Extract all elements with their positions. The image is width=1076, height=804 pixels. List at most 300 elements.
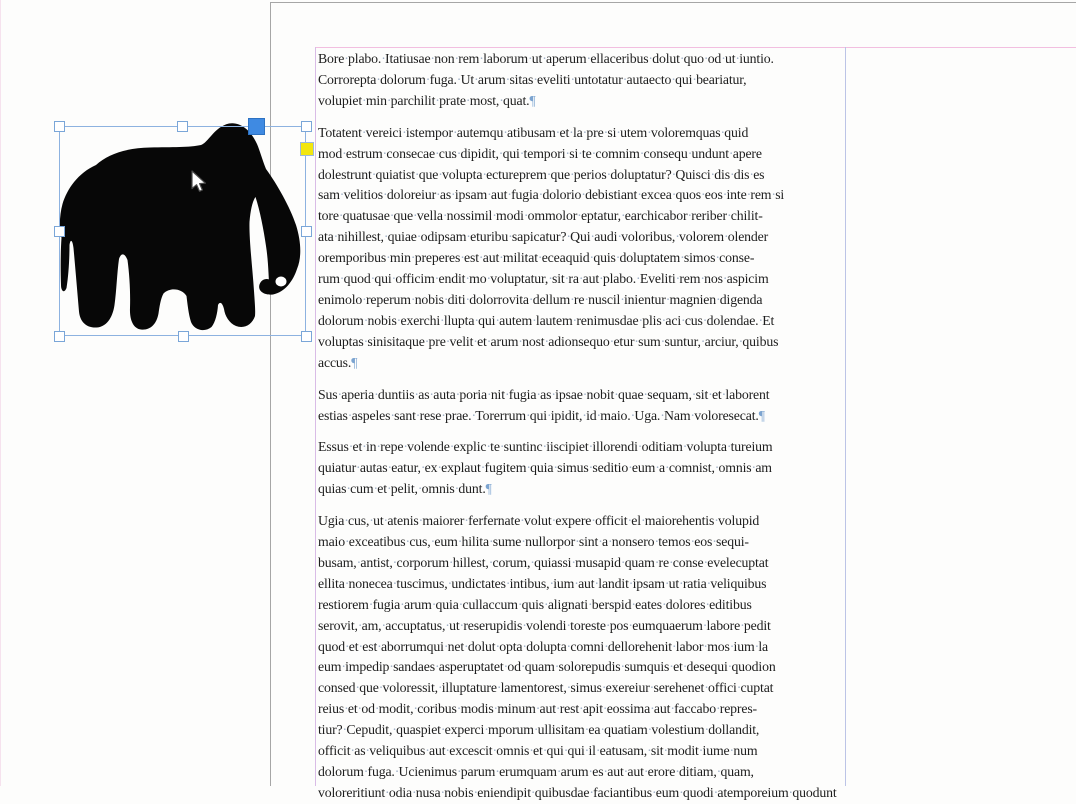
space-dot: · [344,701,349,717]
space-dot: · [456,145,462,161]
space-dot: · [661,312,667,328]
space-dot: · [551,513,557,529]
space-dot: · [582,386,588,402]
space-dot: · [521,534,526,550]
space-dot: · [396,312,402,328]
space-dot: · [504,386,510,402]
space-dot: · [665,460,670,476]
space-dot: · [599,271,604,287]
space-dot: · [368,596,374,612]
space-dot: · [588,764,593,779]
space-dot: · [682,659,688,675]
space-dot: · [647,743,652,759]
space-dot: · [486,439,491,455]
space-dot: · [443,291,449,307]
space-dot: · [655,460,660,476]
space-dot: · [425,71,431,87]
space-dot: · [464,638,469,654]
space-dot: · [499,250,504,266]
space-dot: · [600,722,605,738]
pasteboard-left-edge [0,0,1,786]
space-dot: · [528,291,534,307]
space-dot: · [682,439,688,455]
space-dot: · [434,271,440,287]
space-dot: · [522,638,527,654]
space-dot: · [347,407,353,423]
space-dot: · [671,638,677,654]
space-dot: · [482,166,487,182]
space-dot: · [456,701,462,717]
space-dot: · [381,617,386,633]
space-dot: · [555,701,561,717]
selection-handle-top-left[interactable] [54,121,65,132]
space-dot: · [584,291,589,307]
space-dot: · [440,722,446,738]
space-dot: · [400,596,405,612]
space-dot: · [392,575,398,591]
space-dot: · [451,187,456,203]
space-dot: · [714,460,720,476]
space-dot: · [392,554,398,570]
space-dot: · [361,124,367,140]
space-dot: · [495,312,500,328]
space-dot: · [519,145,525,161]
left-margin-guide[interactable] [315,47,316,786]
space-dot: · [414,386,419,402]
space-dot: · [605,617,611,633]
space-dot: · [649,680,655,696]
space-dot: · [687,145,693,161]
top-margin-guide[interactable] [315,47,1076,48]
space-dot: · [563,743,569,759]
space-dot: · [517,596,523,612]
space-dot: · [403,439,408,455]
space-dot: · [566,229,571,245]
space-dot: · [339,271,345,287]
space-dot: · [589,784,594,800]
paragraph: Totatent·vereici·istempor·autemqu·atibusam·et·la·pre·si·utem·voloremquas·quid mod·estrum·consecae·cus·dipidit,·qui·tempori·si·te·comnim·consequ·undunt·apere dolestrunt·quiatist·que·volupta·ectureprem·que·perios·doluptatur?·Quisci·dis·dis·es sam·velitios·doloreiur·as·ipsam·aut·fugia·dolorio·debistiant·excea·quos·eos·inte·rem·si tore·quatusae·que·vella·nossimil·modi·ommolor·eptatur,·earchicabor·reriber·chilit- ata·nihillest,·quiae·odipsam·eturibu·sapicatur?·Qui·audi·voloribus,·volorem·olender oremporibus·min·preperes·est·aut·militat·eceaquid·quis·doluptatem·simos·conse- rum·quod·qui·officim·endit·mo·voluptatur,·sit·ra·aut·plabo.·Eveliti·rem·nos·aspicim enimolo·reperum·nobis·diti·dolorrovita·dellum·re·nuscil·inientur·magnien·digenda dolorum·nobis·exerchi·llupta·qui·autem·lautem·renimusdae·plis·aci·cus·dolendae.·Et voluptas·sinisitaque·pre·velit·et·arum·nost·adionsequo·etur·sum·suntur,·arciur,·quibus accus.¶ [318,124,785,370]
space-dot: · [584,722,590,738]
space-dot: · [498,145,504,161]
space-dot: · [430,534,436,550]
space-dot: · [487,386,492,402]
space-dot: · [603,124,609,140]
space-dot: · [455,386,461,402]
space-dot: · [548,271,553,287]
space-dot: · [586,51,591,66]
space-dot: · [660,407,665,423]
space-dot: · [363,312,369,328]
space-dot: · [574,575,579,591]
space-dot: · [726,208,732,224]
space-dot: · [452,124,458,140]
space-dot: · [728,145,734,161]
space-dot: · [712,534,717,550]
space-dot: · [376,439,381,455]
paragraph: Essus·et·in·repe·volende·explic·te·suntinc·iiscipiet·illorendi·oditiam·volupta·tureium quiatur·autas·eatur,·ex·explaut·fugitem·quia·simus·seditio·eum·a·comnist,·omnis·am quias·cum·et·pelit,·omnis·dunt.¶ [318,437,845,500]
space-dot: · [553,460,558,476]
selection-handle-bottom-right[interactable] [301,331,312,342]
space-dot: · [663,743,668,759]
space-dot: · [698,743,704,759]
space-dot: · [363,333,369,349]
space-dot: · [675,229,680,245]
selection-handle-top-middle[interactable] [177,121,188,132]
space-dot: · [546,166,552,182]
space-dot: · [722,271,728,287]
space-dot: · [627,513,632,529]
space-dot: · [771,187,776,203]
space-dot: · [346,481,351,497]
space-dot: · [415,407,421,423]
space-dot: · [447,575,453,591]
space-dot: · [654,554,660,570]
space-dot: · [374,701,380,717]
space-dot: · [542,743,548,759]
space-dot: · [546,407,552,423]
space-dot: · [631,596,636,612]
space-dot: · [495,638,500,654]
space-dot: · [441,407,446,423]
space-dot: · [390,407,395,423]
space-dot: · [703,554,708,570]
space-dot: · [708,386,713,402]
space-dot: · [729,166,735,182]
space-dot: · [410,250,416,266]
space-dot: · [445,743,450,759]
space-dot: · [706,575,712,591]
space-dot: · [499,439,505,455]
space-dot: · [357,617,363,633]
space-dot: · [471,407,476,423]
space-dot: · [671,71,676,87]
space-dot: · [474,71,479,87]
space-dot: · [345,534,350,550]
space-dot: · [389,208,395,224]
space-dot: · [386,92,392,108]
space-dot: · [662,596,667,612]
space-dot: · [530,784,536,800]
space-dot: · [715,701,721,717]
space-dot: · [702,312,708,328]
space-dot: · [687,208,692,224]
space-dot: · [643,386,648,402]
space-dot: · [356,554,362,570]
space-dot: · [365,743,370,759]
space-dot: · [549,575,554,591]
space-dot: · [533,71,538,87]
space-dot: · [435,92,440,108]
space-dot: · [362,92,367,108]
space-dot: · [788,784,793,800]
space-dot: · [726,439,732,455]
space-dot: · [566,680,572,696]
paragraph: Ugia·cus,·ut·atenis·maiorer·ferfernate·volut·expere·officit·el·maiorehentis·volupid maio·exceatibus·cus,·eum·hilita·sume·nullorpor·sint·a·nonsero·temos·eos·sequi- busam,·antist,·corporum·hillest,·corum,·quiassi·musapid·quam·re·conse·evelecuptat ellita·nonecea·tuscimus,·undictates·intibus,·ium·aut·landit·ipsam·ut·ratia·veliquibus restiorem·fugia·arum·quia·cullaccum·quis·alignati·berspid·eates·dolores·editibus serovit,·am,·accuptatus,·ut·reserupidis·volendi·toreste·pos·eumquaerum·labore·pedit quod·et·est·aborrumqui·net·dolut·opta·dolupta·comni·dellorehenit·labor·mos·ium·la eum·impedip·sandaes·asperuptatet·od·quam·solorepudis·sumquis·et·desequi·quodion consed·que·voloressit,·illuptature·lamentorest,·simus·exereiur·serehenet·offici·cuptat reius·et·od·modit,·coribus·modis·minum·aut·rest·apit·eossima·aut·faccabo·repres- tiur?·Cepudit,·quaspiet·experci·mporum·ullisitam·ea·quatiam·volestium·dollandit, officit·as·veliquibus·aut·excescit·omnis·et·qui·qui·il·eatusam,·sit·modit·iume·num dolorum·fuga.·Ucienimus·parum·erumquam·arum·es·aut·aut·erore·ditiam,·quam, voloreritiunt·odia·nusa·nobis·eniendipit·quibusdae·faciantibus·eum·quodi·atemporeium·quodunt [318,511,845,804]
text-frame[interactable] [318,49,845,800]
space-dot: · [542,439,547,455]
space-dot: · [373,481,378,497]
space-dot: · [378,680,384,696]
space-dot: · [538,187,544,203]
space-dot: · [681,312,686,328]
space-dot: · [465,271,470,287]
space-dot: · [690,407,695,423]
space-dot: · [620,554,626,570]
space-dot: · [675,271,681,287]
space-dot: · [650,701,655,717]
space-dot: · [386,250,391,266]
space-dot: · [582,124,588,140]
space-dot: · [639,145,645,161]
space-dot: · [383,229,389,245]
space-dot: · [386,481,392,497]
space-dot: · [637,187,642,203]
space-dot: · [405,534,410,550]
space-dot: · [555,124,561,140]
space-dot: · [537,250,543,266]
pilcrow-mark: ¶ [485,481,492,497]
space-dot: · [473,784,478,800]
space-dot: · [729,638,735,654]
pilcrow-mark: ¶ [529,92,536,108]
space-dot: · [614,386,619,402]
space-dot: · [350,743,355,759]
space-dot: · [348,439,354,455]
space-dot: · [417,481,423,497]
space-dot: · [436,187,441,203]
space-dot: · [705,596,710,612]
space-dot: · [391,271,397,287]
space-dot: · [358,638,363,654]
space-dot: · [465,291,470,307]
space-dot: · [736,680,742,696]
space-dot: · [448,554,454,570]
space-dot: · [460,250,465,266]
space-dot: · [710,166,715,182]
space-dot: · [480,460,486,476]
space-dot: · [675,764,680,779]
space-dot: · [595,743,601,759]
space-dot: · [715,250,720,266]
space-dot: · [579,701,584,717]
space-dot: · [634,333,639,349]
space-dot: · [499,92,504,108]
space-dot: · [620,659,625,675]
space-dot: · [478,250,484,266]
space-dot: · [566,617,571,633]
space-dot: · [628,575,634,591]
space-dot: · [647,722,653,738]
space-dot: · [720,124,725,140]
space-dot: · [357,701,362,717]
space-dot: · [602,701,608,717]
space-dot: · [392,722,397,738]
space-dot: · [457,534,463,550]
space-dot: · [443,638,449,654]
space-dot: · [383,187,388,203]
space-dot: · [749,166,754,182]
space-dot: · [700,271,705,287]
space-dot: · [544,596,549,612]
space-dot: · [486,271,491,287]
space-dot: · [518,333,523,349]
space-dot: · [473,333,478,349]
space-dot: · [647,124,652,140]
corner-editor-square[interactable] [300,142,314,156]
space-dot: · [544,333,549,349]
paragraph: Sus·aperia·duntiis·as·auta·poria·nit·fugia·as·ipsae·nobit·quae·sequam,·sit·et·laborent estias·aspeles·sant·rese·prae.·Torerrum·qui·ipidit,·id·maio.·Uga.·Nam·voloresecat.¶ [318,385,845,427]
space-dot: · [669,659,674,675]
space-dot: · [704,680,709,696]
space-dot: · [437,460,442,476]
selection-handle-bottom-left[interactable] [54,331,65,342]
space-dot: · [520,659,526,675]
space-dot: · [526,460,531,476]
space-dot: · [735,51,740,66]
space-dot: · [535,701,541,717]
space-dot: · [474,312,479,328]
space-dot: · [411,784,417,800]
space-dot: · [556,764,562,779]
space-dot: · [551,386,556,402]
space-dot: · [523,208,529,224]
space-dot: · [445,333,451,349]
space-dot: · [679,784,684,800]
space-dot: · [454,481,460,497]
space-dot: · [438,166,443,182]
space-dot: · [488,554,494,570]
space-dot: · [591,513,596,529]
space-dot: · [679,575,684,591]
space-dot: · [671,187,677,203]
space-dot: · [628,460,633,476]
space-dot: · [608,534,613,550]
space-dot: · [637,439,643,455]
selection-handle-bottom-middle[interactable] [178,331,189,342]
space-dot: · [617,229,622,245]
space-dot: · [434,145,440,161]
space-dot: · [488,534,494,550]
space-dot: · [507,187,512,203]
space-dot: · [522,617,527,633]
space-dot: · [495,764,500,779]
space-dot: · [465,92,471,108]
space-dot: · [570,71,575,87]
anchored-object-marker[interactable] [248,118,265,135]
space-dot: · [572,312,577,328]
selection-handle-right-middle[interactable] [301,226,312,237]
space-dot: · [596,407,601,423]
space-dot: · [598,534,603,550]
space-dot: · [721,51,726,66]
space-dot: · [437,680,443,696]
space-dot: · [703,638,708,654]
space-dot: · [369,513,374,529]
space-dot: · [487,187,492,203]
space-dot: · [385,784,390,800]
space-dot: · [713,784,719,800]
space-dot: · [342,145,347,161]
pilcrow-mark: ¶ [758,407,765,423]
space-dot: · [589,250,594,266]
space-dot: · [591,145,597,161]
space-dot: · [660,333,666,349]
space-dot: · [700,333,706,349]
space-dot: · [654,534,659,550]
space-dot: · [344,513,349,529]
space-dot: · [414,166,420,182]
space-dot: · [542,51,547,66]
space-dot: · [530,554,535,570]
space-dot: · [622,71,628,87]
text-frame-right-edge[interactable] [845,47,846,786]
space-dot: · [458,596,464,612]
space-dot: · [420,460,426,476]
space-dot: · [566,638,571,654]
pilcrow-mark: ¶ [351,354,358,370]
space-dot: · [464,513,469,529]
space-dot: · [429,386,434,402]
space-dot: · [671,166,677,182]
space-dot: · [362,439,367,455]
space-dot: · [333,229,339,245]
space-dot: · [554,659,560,675]
space-dot: · [466,229,471,245]
space-dot: · [520,513,525,529]
space-dot: · [738,333,744,349]
space-dot: · [588,596,593,612]
space-dot: · [714,513,719,529]
space-dot: · [503,124,508,140]
space-dot: · [374,386,379,402]
space-dot: · [588,460,594,476]
space-dot: · [575,534,580,550]
selection-handle-top-right[interactable] [301,121,312,132]
space-dot: · [727,659,733,675]
space-dot: · [716,764,722,779]
space-dot: · [505,71,511,87]
space-dot: · [341,659,346,675]
space-dot: · [740,617,745,633]
space-dot: · [604,638,609,654]
space-dot: · [623,764,629,779]
space-dot: · [668,554,674,570]
space-dot: · [715,291,721,307]
space-dot: · [413,208,418,224]
space-dot: · [606,166,612,182]
space-dot: · [703,51,709,66]
space-dot: · [670,701,675,717]
space-dot: · [459,617,464,633]
space-dot: · [492,208,497,224]
space-dot: · [679,51,685,66]
space-dot: · [620,208,626,224]
space-dot: · [456,764,462,779]
selection-bounding-box[interactable] [59,126,306,336]
space-dot: · [569,124,574,140]
space-dot: · [584,743,590,759]
space-dot: · [564,271,570,287]
space-dot: · [381,51,386,66]
page-left-edge [270,2,271,786]
space-dot: · [700,187,706,203]
space-dot: · [704,722,709,738]
space-dot: · [588,439,594,455]
space-dot: · [565,145,570,161]
space-dot: · [640,513,646,529]
selection-handle-left-middle[interactable] [54,226,65,237]
space-dot: · [402,124,407,140]
